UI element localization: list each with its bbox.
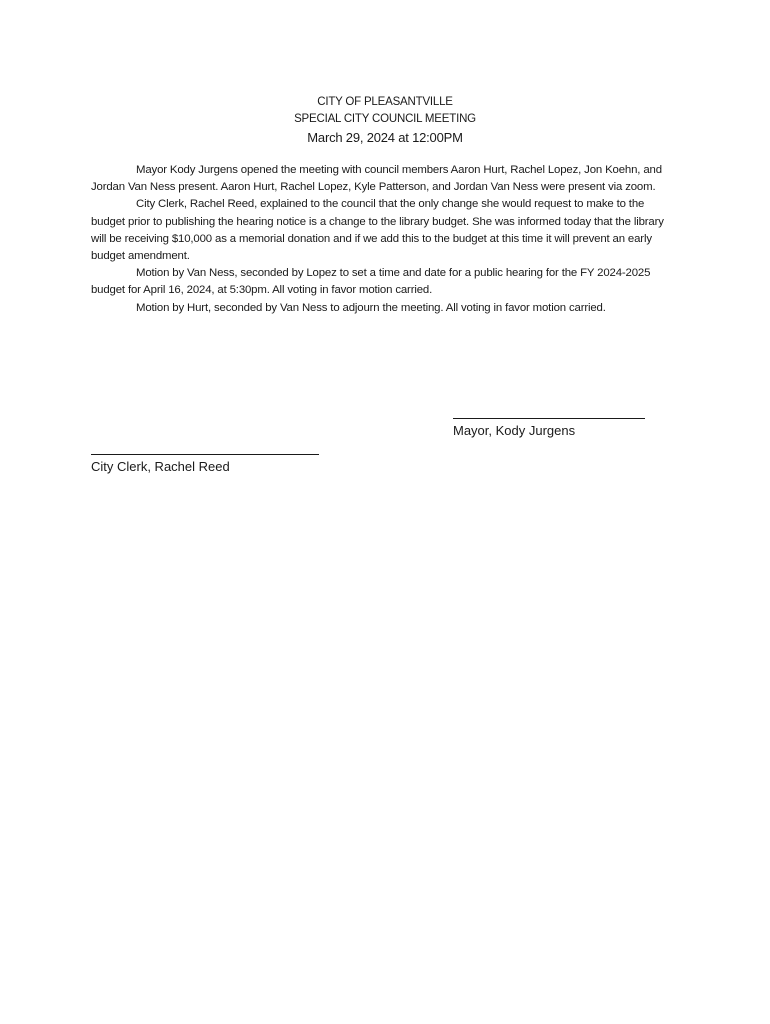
city-name: CITY OF PLEASANTVILLE (317, 96, 453, 108)
clerk-signature-label: City Clerk, Rachel Reed (91, 459, 230, 474)
meeting-date: March 29, 2024 at 12:00PM (307, 130, 463, 145)
clerk-signature-block (91, 440, 351, 476)
minutes-body (91, 162, 671, 317)
paragraph-budget-change: City Clerk, Rachel Reed, explained to the council that the only change she would request to make to the budget prior to publishing the hearing notice is a change to the library budget. She was informed today that the library will be receiving $10,000 as a memorial donation and if we add this to the budget at this time it will prevent an early budget amendment. (91, 198, 664, 263)
mayor-signature-block (453, 404, 683, 440)
paragraph-opening: Mayor Kody Jurgens opened the meeting with council members Aaron Hurt, Rachel Lopez, Jon Koehn, and Jordan Van Ness present. Aaron Hurt, Rachel Lopez, Kyle Patterson, and Jordan Van Ness were present via zoom. (91, 164, 662, 194)
mayor-signature-line (453, 404, 645, 419)
mayor-signature-label: Mayor, Kody Jurgens (453, 423, 576, 438)
paragraph-adjourn-motion: Motion by Hurt, seconded by Van Ness to adjourn the meeting. All voting in favor motion carried. (136, 301, 606, 314)
meeting-title: SPECIAL CITY COUNCIL MEETING (294, 113, 476, 125)
clerk-signature-line (91, 440, 319, 455)
document-header (0, 94, 770, 147)
paragraph-hearing-motion: Motion by Van Ness, seconded by Lopez to set a time and date for a public hearing for the FY 2024-2025 budget for April 16, 2024, at 5:30pm. All voting in favor motion carried. (91, 267, 651, 297)
